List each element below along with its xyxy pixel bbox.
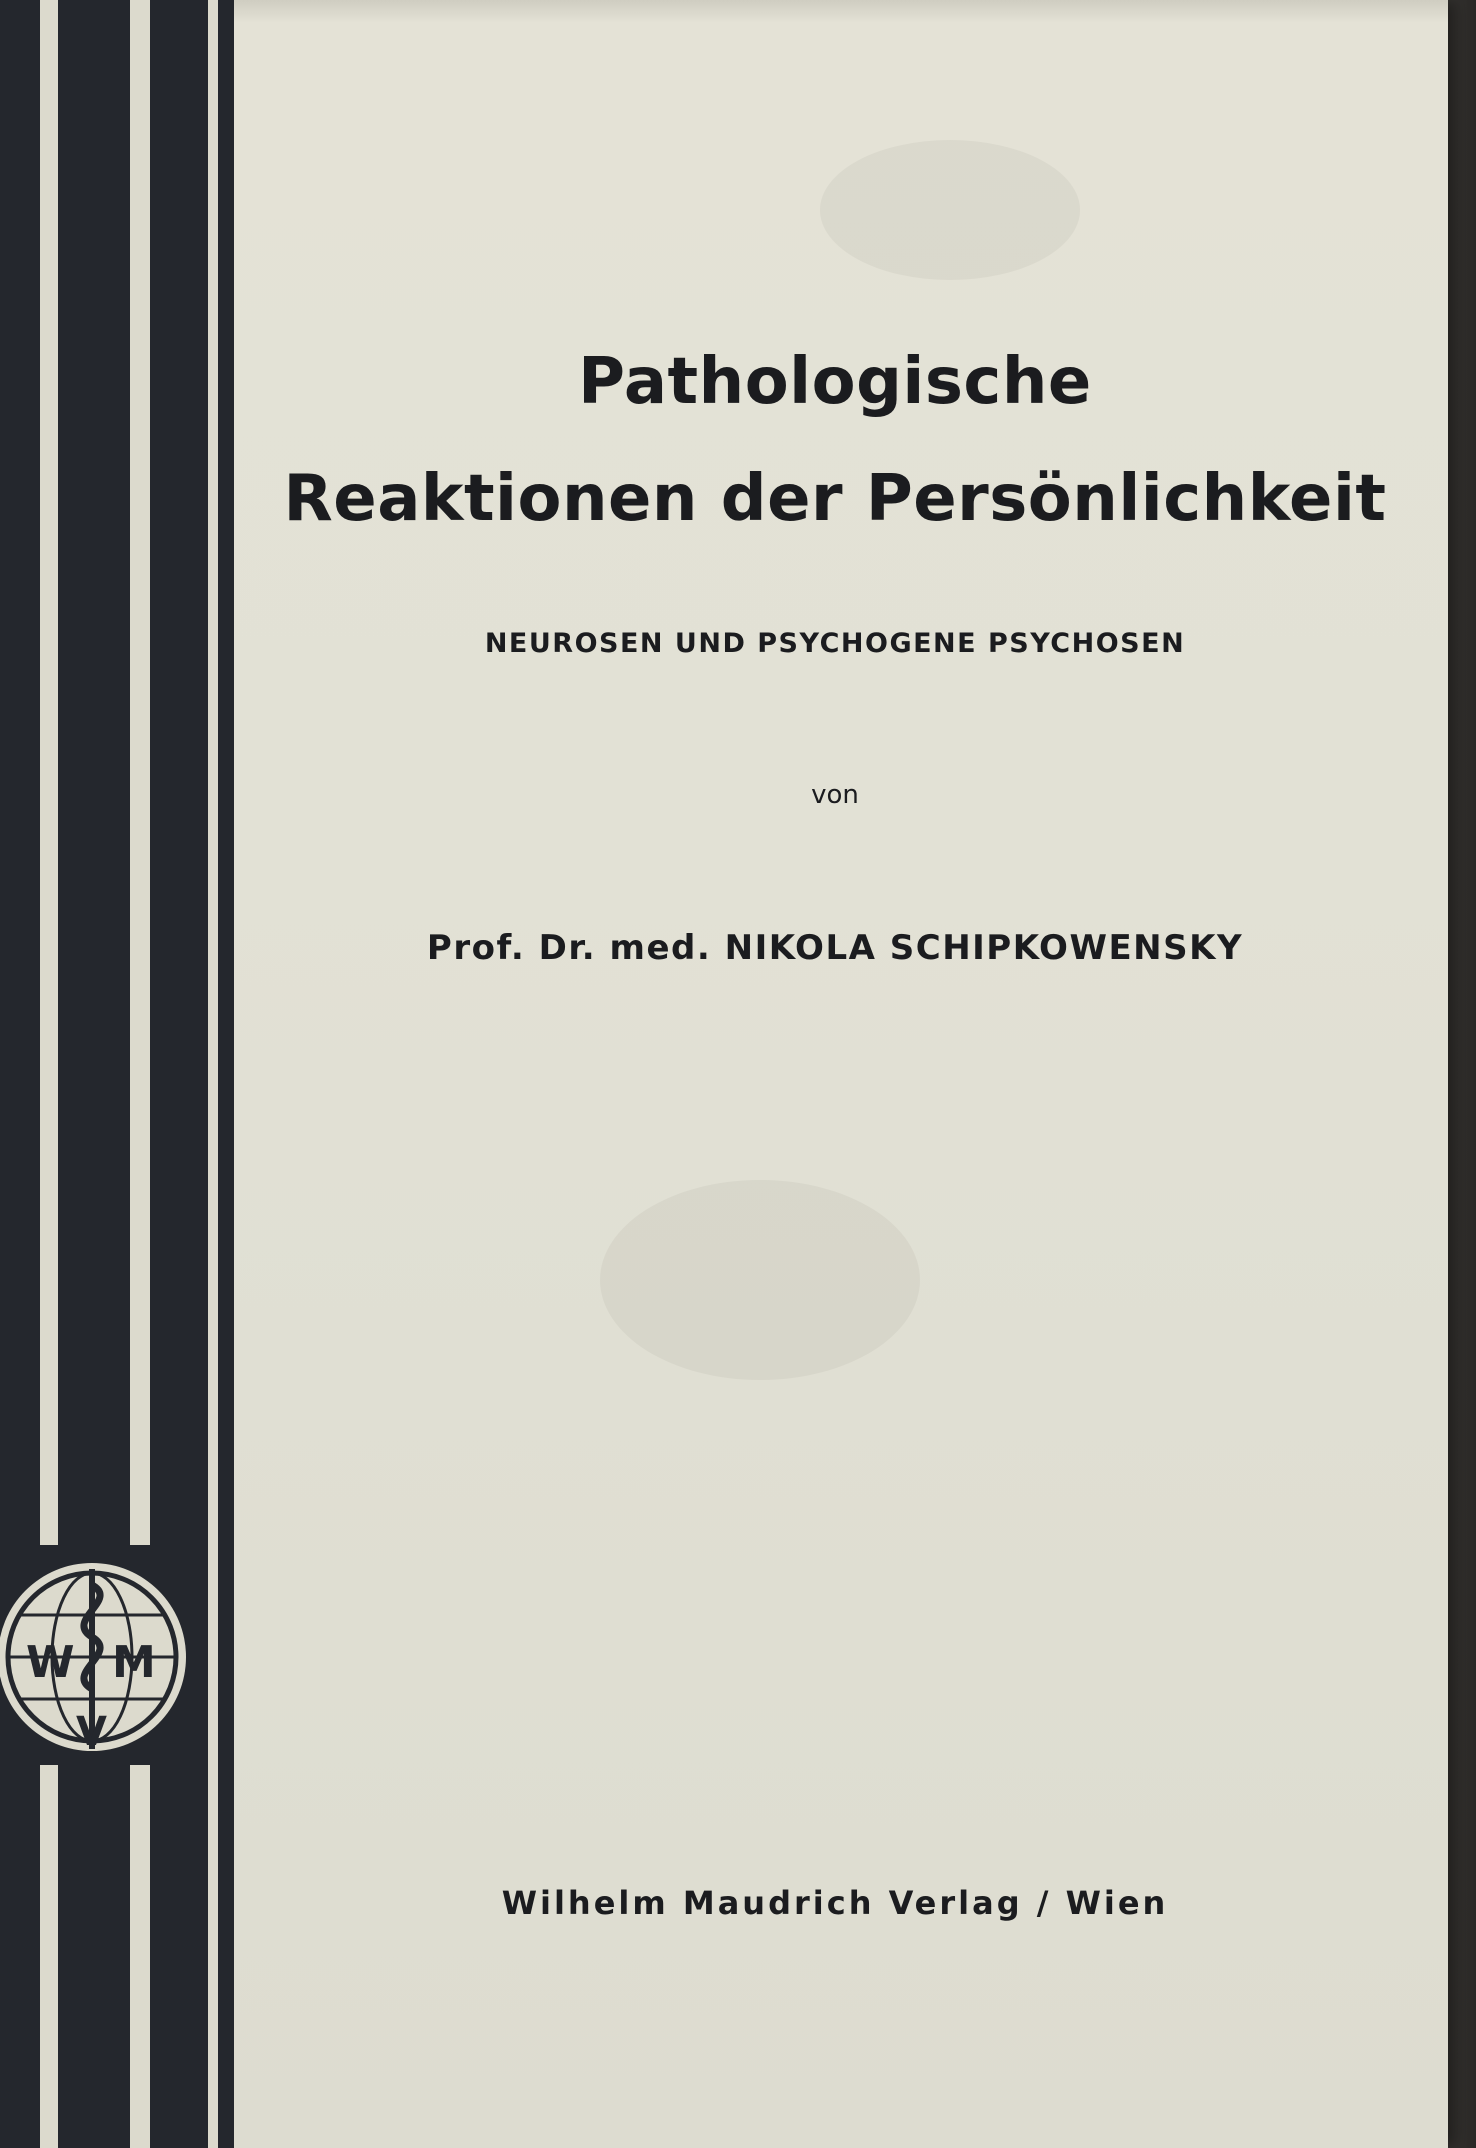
stripe-light <box>208 0 218 2148</box>
book-subtitle: NEUROSEN UND PSYCHOGENE PSYCHOSEN <box>484 628 1186 659</box>
decorative-stripes <box>0 0 240 2148</box>
stripe-dark <box>0 0 40 2148</box>
emblem-letter-w: W <box>26 1637 75 1688</box>
stripe-dark <box>58 0 130 2148</box>
stripe-light <box>130 0 150 2148</box>
book-title-line-2: Reaktionen der Persönlichkeit <box>283 462 1387 536</box>
publisher-emblem-icon <box>0 1545 200 1765</box>
paper-smudge <box>600 1180 920 1380</box>
author-name: Prof. Dr. med. NIKOLA SCHIPKOWENSKY <box>426 928 1244 968</box>
by-label: von <box>811 780 859 810</box>
cover-top-edge <box>150 0 1448 22</box>
stripe-dark <box>150 0 208 2148</box>
stripe-light <box>40 0 58 2148</box>
publisher-name: Wilhelm Maudrich Verlag / Wien <box>501 1884 1169 1922</box>
paper-smudge <box>820 140 1080 280</box>
emblem-letter-v: V <box>76 1709 107 1755</box>
book-title-line-1: Pathologische <box>578 345 1092 419</box>
stripe-dark <box>218 0 234 2148</box>
emblem-letter-m: M <box>112 1637 156 1688</box>
